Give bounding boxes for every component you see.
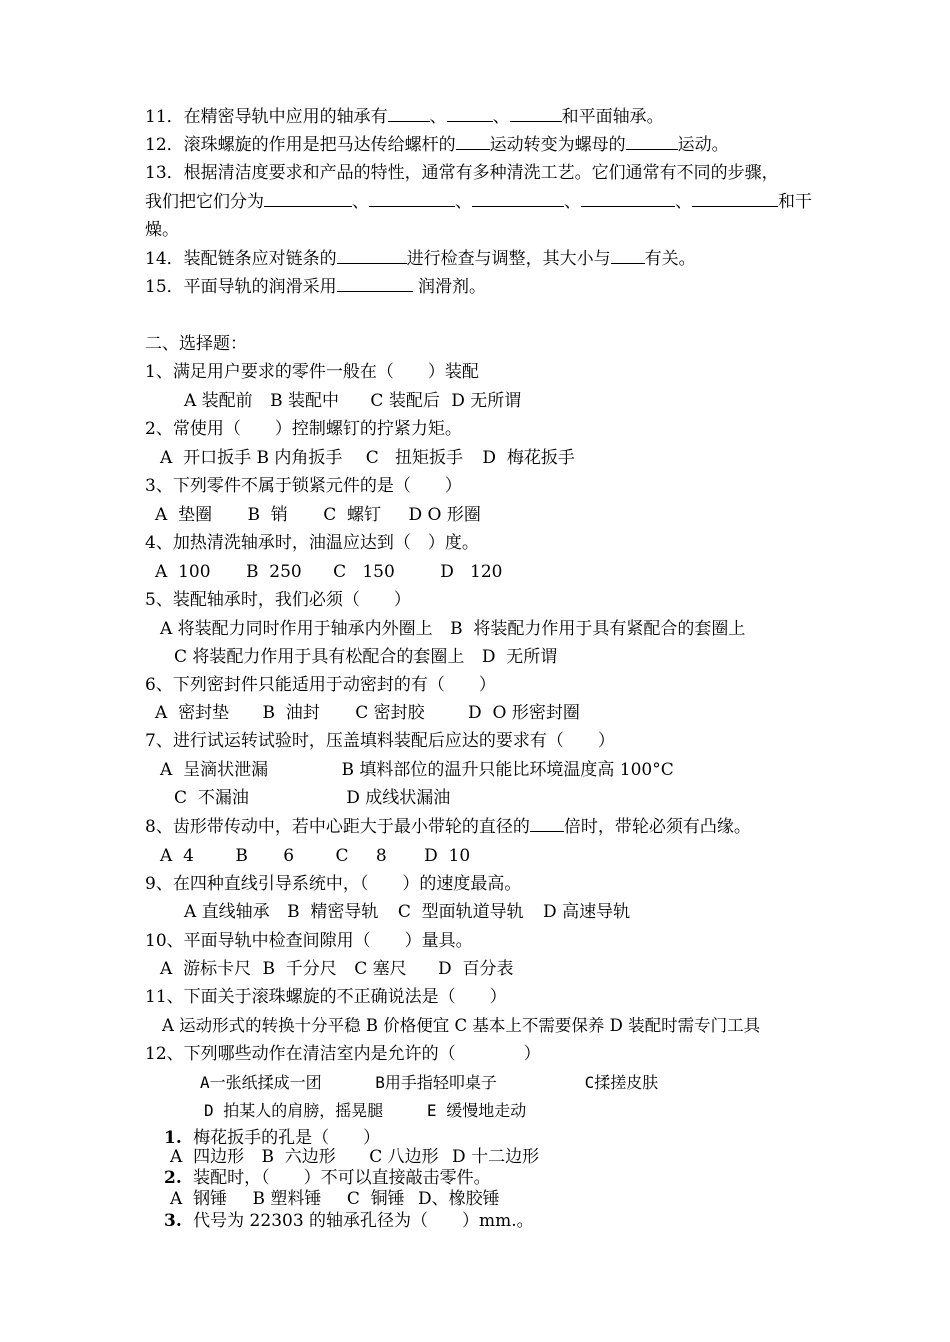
fill-in-12 bbox=[145, 134, 729, 156]
question-3: 3、下列零件不属于锁紧元件的是（ ） bbox=[145, 476, 462, 496]
option[interactable]: A 垫圈 bbox=[155, 505, 213, 525]
option[interactable]: A 密封垫 bbox=[155, 703, 230, 723]
option[interactable]: C 塞尺 bbox=[354, 959, 407, 979]
option[interactable]: C 150 bbox=[333, 562, 395, 582]
option[interactable]: A 将装配力同时作用于轴承内外圈上 bbox=[160, 619, 433, 639]
option[interactable]: D 百分表 bbox=[438, 959, 514, 979]
option[interactable]: A 四边形 bbox=[170, 1147, 245, 1167]
fill-in-13-line3 bbox=[145, 219, 179, 241]
question-2: 2、常使用（ ）控制螺钉的拧紧力矩。 bbox=[145, 419, 462, 439]
question-12: 12、下列哪些动作在清洁室内是允许的（ ） bbox=[145, 1044, 541, 1064]
question-4-options bbox=[155, 561, 502, 583]
question-9: 9、在四种直线引导系统中，（ ）的速度最高。 bbox=[145, 874, 522, 894]
answer-blank[interactable] bbox=[692, 191, 778, 207]
option[interactable]: C 八边形 bbox=[369, 1147, 439, 1167]
option[interactable]: A 4 bbox=[160, 846, 194, 866]
question-8 bbox=[145, 816, 751, 838]
fill-in-13-line2 bbox=[145, 191, 812, 213]
option[interactable]: A 游标卡尺 bbox=[160, 959, 252, 979]
option[interactable]: 8 bbox=[375, 846, 387, 866]
extra-question-2 bbox=[164, 1167, 491, 1189]
question-9-options bbox=[184, 901, 630, 923]
option[interactable]: C揉搓皮肤 bbox=[584, 1073, 659, 1092]
option[interactable]: C 螺钉 bbox=[323, 505, 382, 525]
option[interactable]: D 10 bbox=[424, 846, 471, 866]
answer-blank[interactable] bbox=[510, 106, 562, 122]
option[interactable]: C 不漏油 bbox=[174, 788, 249, 808]
question-6-options bbox=[155, 702, 580, 724]
question-1: 1、满足用户要求的零件一般在（ ）装配 bbox=[145, 362, 479, 382]
option[interactable]: D 拍某人的肩膀，摇晃腿 bbox=[204, 1101, 384, 1120]
text: 、 bbox=[455, 192, 472, 212]
text: 梅花扳手的孔是（ ） bbox=[193, 1128, 381, 1148]
option[interactable]: D 梅花扳手 bbox=[482, 448, 575, 468]
answer-blank[interactable] bbox=[369, 191, 455, 207]
option[interactable]: B 六边形 bbox=[261, 1147, 336, 1167]
answer-blank[interactable] bbox=[456, 134, 490, 150]
option[interactable]: C 型面轨道导轨 bbox=[397, 902, 524, 922]
option[interactable]: B 油封 bbox=[262, 703, 320, 723]
question-number: 3. bbox=[164, 1211, 182, 1231]
question-5-options-b bbox=[174, 646, 557, 668]
question-12-options-a bbox=[200, 1072, 658, 1094]
answer-blank[interactable] bbox=[337, 276, 413, 292]
question-1-options bbox=[184, 390, 521, 412]
option[interactable]: B 千分尺 bbox=[262, 959, 337, 979]
answer-blank[interactable] bbox=[530, 816, 564, 832]
option[interactable]: A 直线轴承 bbox=[184, 902, 270, 922]
question-5: 5、装配轴承时，我们必须（ ） bbox=[145, 590, 411, 610]
text: 、 bbox=[564, 192, 581, 212]
question-number: 2. bbox=[164, 1168, 182, 1188]
answer-blank[interactable] bbox=[611, 248, 645, 264]
question-7: 7、进行试运转试验时，压盖填料装配后应达的要求有（ ） bbox=[145, 731, 615, 751]
option[interactable]: D O 形密封圈 bbox=[468, 703, 580, 723]
option[interactable]: D O 形圈 bbox=[408, 505, 481, 525]
option[interactable]: C 密封胶 bbox=[355, 703, 425, 723]
option[interactable]: D 无所谓 bbox=[451, 391, 522, 411]
text: 润滑剂。 bbox=[412, 277, 487, 297]
question-12-options-b bbox=[204, 1100, 526, 1122]
option[interactable]: B 塑料锤 bbox=[252, 1189, 322, 1209]
option[interactable]: A 呈滴状泄漏 bbox=[160, 760, 269, 780]
option[interactable]: B bbox=[235, 846, 248, 866]
text: 13．根据清洁度要求和产品的特性，通常有多种清洗工艺。它们通常有不同的步骤， bbox=[145, 163, 779, 183]
option[interactable]: D 高速导轨 bbox=[543, 902, 631, 922]
answer-blank[interactable] bbox=[581, 191, 675, 207]
answer-blank[interactable] bbox=[264, 191, 352, 207]
fill-in-13-line1 bbox=[145, 162, 779, 184]
text: 、 bbox=[492, 107, 510, 127]
option[interactable]: B 销 bbox=[247, 505, 288, 525]
text: 、 bbox=[429, 107, 447, 127]
text: 倍时，带轮必须有凸缘。 bbox=[563, 817, 751, 837]
option[interactable]: C 铜锤 bbox=[346, 1189, 405, 1209]
question-7-options-a bbox=[160, 759, 674, 781]
section-title: 二、选择题： bbox=[145, 334, 247, 354]
option[interactable]: D 十二边形 bbox=[452, 1147, 540, 1167]
option[interactable]: A 装配前 bbox=[184, 391, 253, 411]
text: 和平面轴承。 bbox=[561, 107, 664, 127]
fill-in-15 bbox=[145, 276, 486, 298]
question-11-options[interactable]: A 运动形式的转换十分平稳 B 价格便宜 C 基本上不需要保养 D 装配时需专门工具 bbox=[162, 1016, 761, 1035]
text: 14．装配链条应对链条的 bbox=[145, 249, 337, 269]
answer-blank[interactable] bbox=[626, 134, 678, 150]
fill-in-11 bbox=[145, 106, 664, 128]
text: 8、齿形带传动中，若中心距大于最小带轮的直径的 bbox=[145, 817, 530, 837]
text: 15．平面导轨的润滑采用 bbox=[145, 277, 337, 297]
option[interactable]: D 无所谓 bbox=[481, 647, 558, 667]
option[interactable]: B 填料部位的温升只能比环境温度高 100°C bbox=[341, 760, 674, 780]
text: 运动。 bbox=[677, 135, 729, 155]
option[interactable]: D、橡胶锤 bbox=[418, 1189, 500, 1209]
option[interactable]: B用手指轻叩桌子 bbox=[375, 1073, 497, 1092]
question-8-options bbox=[160, 845, 470, 867]
text: 12．滚珠螺旋的作用是把马达传给螺杆的 bbox=[145, 135, 456, 155]
extra-question-2-options bbox=[170, 1188, 500, 1210]
option[interactable]: C 装配后 bbox=[370, 391, 440, 411]
question-6: 6、下列密封件只能适用于动密封的有（ ） bbox=[145, 675, 496, 695]
option[interactable]: C bbox=[335, 846, 349, 866]
text: 代号为 22303 的轴承孔径为（ ）mm.。 bbox=[193, 1211, 534, 1231]
extra-question-1-options bbox=[170, 1146, 539, 1168]
option[interactable]: C 扭矩扳手 bbox=[365, 448, 464, 468]
option[interactable]: D 120 bbox=[440, 562, 503, 582]
text: 燥。 bbox=[145, 220, 179, 240]
answer-blank[interactable] bbox=[337, 248, 407, 264]
text: 装配时，（ ）不可以直接敲击零件。 bbox=[193, 1168, 491, 1188]
option[interactable]: A 100 bbox=[155, 562, 211, 582]
question-7-options-b bbox=[174, 787, 450, 809]
text: 运动转变为螺母的 bbox=[489, 135, 626, 155]
question-11: 11、下面关于滚珠螺旋的不正确说法是（ ） bbox=[145, 987, 507, 1007]
fill-in-14 bbox=[145, 248, 696, 270]
text: 我们把它们分为 bbox=[145, 192, 264, 212]
text: 11．在精密导轨中应用的轴承有 bbox=[145, 107, 388, 127]
text: 进行检查与调整，其大小与 bbox=[406, 249, 611, 269]
option[interactable]: D 成线状漏油 bbox=[346, 788, 451, 808]
answer-blank[interactable] bbox=[447, 106, 493, 122]
question-10-options bbox=[160, 958, 513, 980]
option[interactable]: B 装配中 bbox=[270, 391, 339, 411]
question-10: 10、平面导轨中检查间隙用（ ）量具。 bbox=[145, 931, 473, 951]
question-4: 4、加热清洗轴承时，油温应达到（ ）度。 bbox=[145, 533, 479, 553]
question-3-options bbox=[155, 504, 481, 526]
answer-blank[interactable] bbox=[388, 106, 430, 122]
option[interactable]: E 缓慢地走动 bbox=[426, 1101, 527, 1120]
text: 和干 bbox=[778, 192, 812, 212]
option[interactable]: B 将装配力作用于具有紧配合的套圈上 bbox=[450, 619, 746, 639]
text: 、 bbox=[675, 192, 692, 212]
option[interactable]: A 钢锤 bbox=[170, 1189, 228, 1209]
answer-blank[interactable] bbox=[472, 191, 564, 207]
option[interactable]: B 精密导轨 bbox=[287, 902, 379, 922]
question-5-options-a bbox=[160, 618, 745, 640]
text: 有关。 bbox=[644, 249, 696, 269]
option[interactable]: A一张纸揉成一团 bbox=[200, 1073, 322, 1092]
text: 、 bbox=[352, 192, 369, 212]
option[interactable]: A 开口扳手 B 内角扳手 bbox=[160, 448, 343, 468]
option[interactable]: C 将装配力作用于具有松配合的套圈上 bbox=[174, 647, 465, 667]
question-2-options bbox=[160, 447, 575, 469]
extra-question-3 bbox=[164, 1210, 534, 1232]
question-number: 1. bbox=[164, 1128, 182, 1148]
option[interactable]: B 250 bbox=[245, 562, 302, 582]
option[interactable]: 6 bbox=[283, 846, 295, 866]
